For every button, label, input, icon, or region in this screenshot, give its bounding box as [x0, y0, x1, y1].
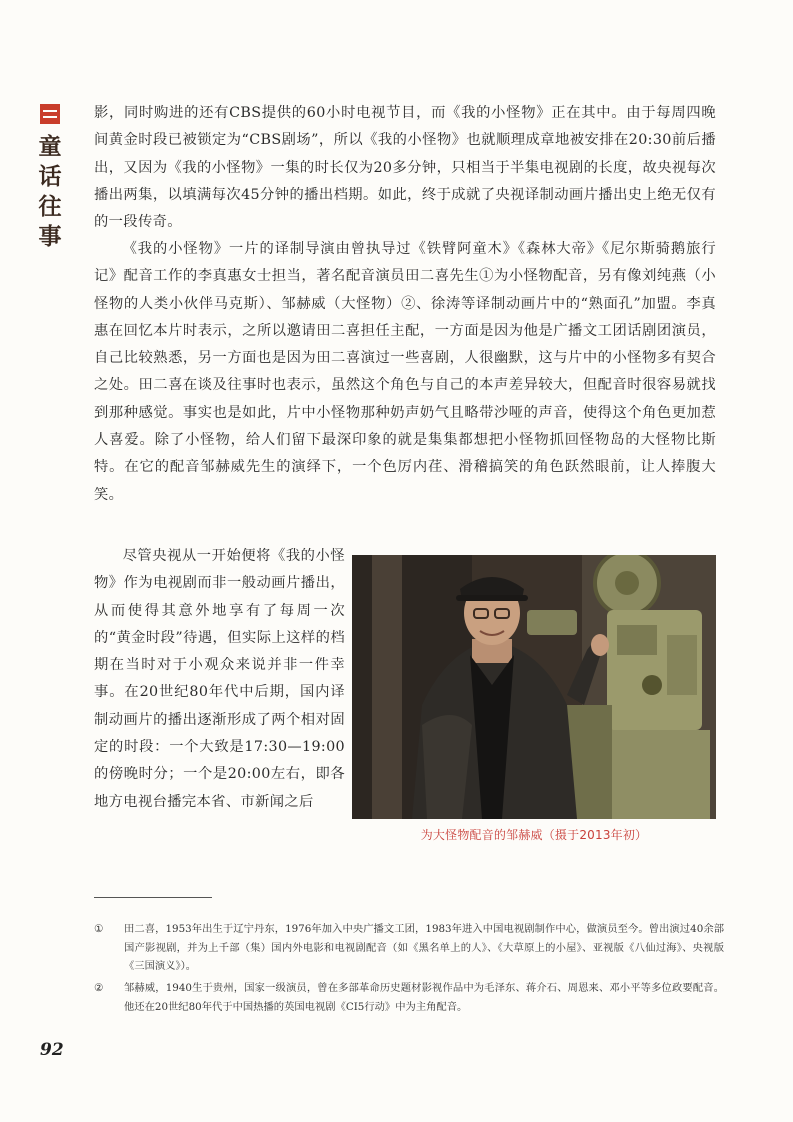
body-paragraph: 影，同时购进的还有CBS提供的60小时电视节目，而《我的小怪物》正在其中。由于每周四晚间黄金时段已被锁定为“CBS剧场”，所以《我的小怪物》也就顺理成章地被安排在20:30前后播出，又因为《我的小怪物》一集的时长仅为20多分钟，只相当于半集电视剧的长度，故央视每次播出两集，以填满每次45分钟的播出档期。如此，终于成就了央视译制动画片播出史上绝无仅有的一段传奇。	[94, 105, 716, 231]
footnote-divider	[94, 897, 212, 898]
footnote-text: 田二喜，1953年出生于辽宁丹东，1976年加入中央广播文工团，1983年进入中国电视剧制作中心，做演员至今。曾出演过40余部国产影视剧，并为上千部（集）国内外电影和电视剧配音（如《黑名单上的人》、《大草原上的小屋》、亚视版《八仙过海》、央视版《三国演义》）。	[124, 923, 724, 972]
photo-voice-actor	[352, 555, 716, 819]
footnote-text: 邹赫威，1940生于贵州，国家一级演员，曾在多部革命历史题材影视作品中为毛泽东、蒋介石、周恩来、邓小平等多位政要配音。他还在20世纪80年代于中国热播的英国电视剧《CI5行动》中为主角配音。	[124, 982, 724, 1013]
chapter-side-mark	[40, 104, 60, 252]
footnote	[94, 920, 724, 976]
footnote-marker: ①	[94, 923, 104, 935]
red-seal-icon	[40, 104, 60, 124]
page-number: 92	[40, 1040, 64, 1060]
body-paragraph: 《我的小怪物》一片的译制导演由曾执导过《铁臂阿童木》《森林大帝》《尼尔斯骑鹅旅行记》配音工作的李真惠女士担当，著名配音演员田二喜先生①为小怪物配音，另有像刘纯燕（小怪物的人类小伙伴马克斯）、邹赫威（大怪物）②、徐涛等译制动画片中的“熟面孔”加盟。李真惠在回忆本片时表示，之所以邀请田二喜担任主配，一方面是因为他是广播文工团话剧团演员，自己比较熟悉，另一方面也是因为田二喜演过一些喜剧，人很幽默，这与片中的小怪物多有契合之处。田二喜在谈及往事时也表示，虽然这个角色与自己的本声差异较大，但配音时很容易就找到那种感觉。事实也是如此，片中小怪物那种奶声奶气且略带沙哑的声音，使得这个角色更加惹人喜爱。除了小怪物，给人们留下最深印象的就是集集都想把小怪物抓回怪物岛的大怪物比斯特。在它的配音邹赫威先生的演绎下，一个色厉内荏、滑稽搞笑的角色跃然眼前，让人捧腹大笑。	[94, 241, 716, 503]
footnote	[94, 979, 724, 1016]
title-char: 事	[38, 224, 62, 250]
body-paragraph-column: 尽管央视从一开始便将《我的小怪物》作为电视剧而非一般动画片播出，从而使得其意外地享有了每周一次的“黄金时段”待遇，但实际上这样的档期在当时对于小观众来说并非一件幸事。在20世纪80年代中后期，国内译制动画片的播出逐渐形成了两个相对固定的时段：一个大致是17:30—19:00的傍晚时分；一个是20:00左右，即各地方电视台播完本省、市新闻之后	[94, 548, 345, 810]
photo-caption: 为大怪物配音的邹赫威（摄于2013年初）	[420, 828, 648, 842]
title-char: 话	[38, 164, 62, 190]
vertical-chapter-title	[39, 132, 62, 252]
title-char: 往	[38, 194, 62, 220]
title-char: 童	[38, 134, 62, 160]
footnote-marker: ②	[94, 982, 104, 994]
